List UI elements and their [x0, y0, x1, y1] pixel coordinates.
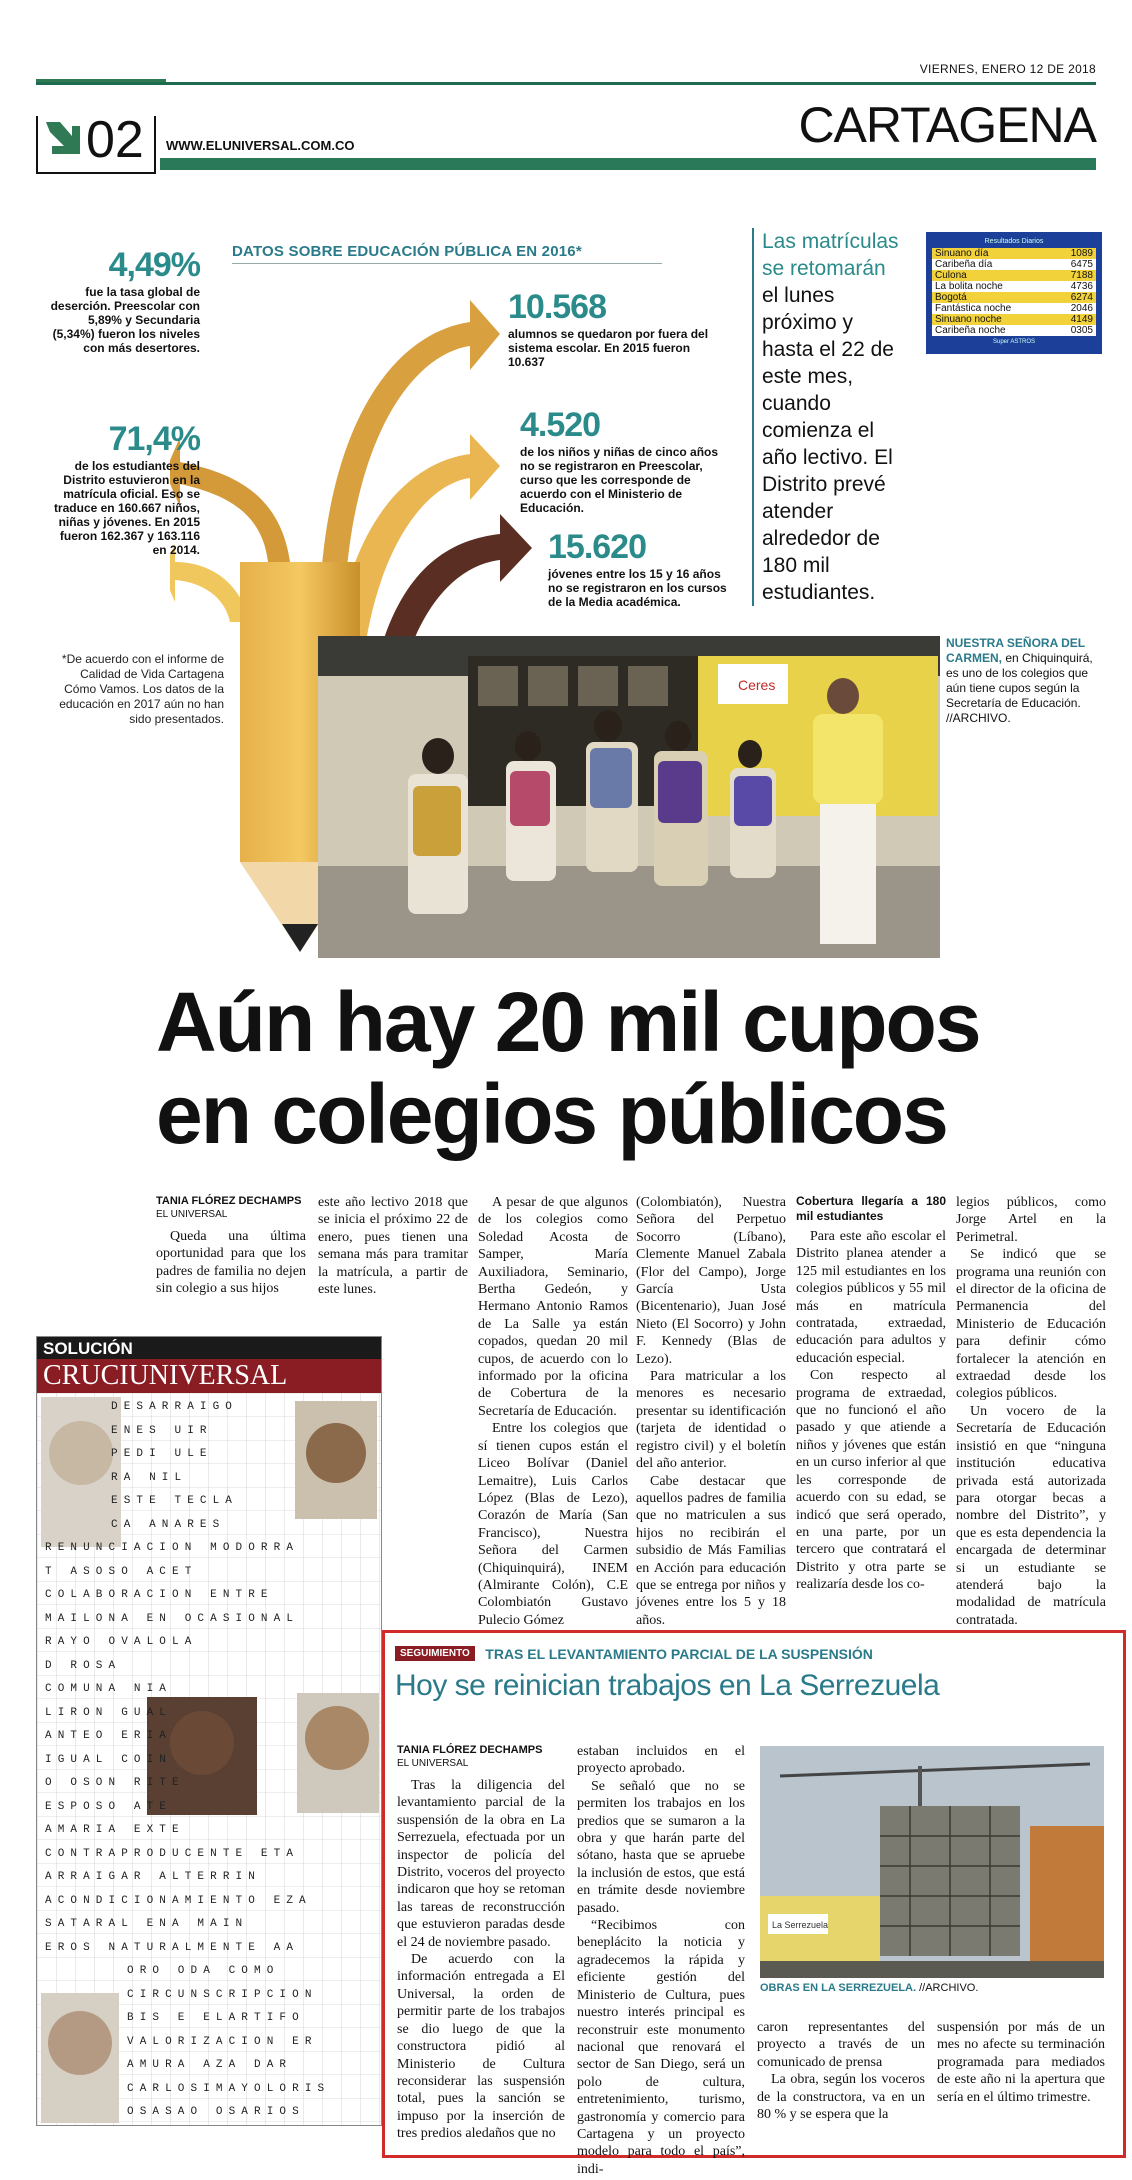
box-column-3 — [757, 2019, 925, 2123]
stat-text: jóvenes entre los 15 y 16 años no se registraron en los cursos de la Media académica. — [548, 567, 727, 609]
crossword-row: ARRAIGAR ALTERRIN — [45, 1871, 261, 1883]
stat-preschool — [520, 406, 730, 515]
box-outlet: EL UNIVERSAL — [397, 1758, 469, 1769]
box-paragraph: caron representantes del proyecto a través de un comunicado de prensa — [757, 2020, 925, 2070]
stat-value: 4,49% — [108, 246, 200, 284]
crossword-row: COMUNA NIA — [45, 1683, 173, 1695]
box-paragraph: De acuerdo con la información entregada a El Universal, la orden de permitir parte de los trabajos se dio luego de que la constructora pidió al Ministerio de Cultura reconsiderar las suspensión total, pues la sanción se impuso por la inserción de tres predios aledaños que no — [397, 1952, 565, 2142]
article-paragraph: Un vocero de la Secretaría de Educación insistió en que “ninguna institución educativa privada está autorizada para otorgar becas a nombre del Distrito”, y que es esta dependencia la encargada de determinar si un estudiante se atenderá bajo la modalidad de matrícula contratada. — [956, 1403, 1106, 1628]
photo-caption-accent: NUESTRA SEÑORA DEL CARMEN, — [946, 636, 1085, 665]
article-column-2 — [318, 1194, 468, 1298]
crossword-row: MAILONA EN OCASIONAL — [45, 1613, 300, 1625]
box-tag: SEGUIMIENTO — [395, 1646, 475, 1661]
crossword-row: T ASOSO ACET — [45, 1566, 198, 1578]
lottery-row: Culona 7188 — [932, 270, 1096, 281]
crossword-title: CRUCIUNIVERSAL — [37, 1359, 381, 1393]
photo-caption — [946, 636, 1106, 726]
box-paragraph: “Recibimos con beneplácito la noticia y agradecemos la rápida y eficiente gestión del Ministerio de Cultura, pues nuestro interés principal es reconstruir este monumento nacional que renovará el sector de San Diego, será un polo de cultura, entretenimiento, turismo, gastronomía y comercio para Cartagena y un proyecto modelo para todo el país”, indi- — [577, 1918, 745, 2177]
article-column-1 — [156, 1194, 306, 1298]
lottery-row: Caribeña día 6475 — [932, 259, 1096, 270]
article-paragraph: Se indicó que se programa una reunión con el director de la oficina de Permanencia del Ministerio de Educación para definir cómo fortalecer la atención en extraedad desde los colegios públicos. — [956, 1247, 1106, 1402]
main-headline — [156, 976, 1056, 1160]
stat-value: 10.568 — [508, 288, 606, 326]
serrezuela-photo-caption — [760, 1982, 978, 1994]
stat-media — [548, 528, 728, 609]
box-byline: TANIA FLÓREZ DECHAMPS — [397, 1744, 543, 1756]
lottery-footer: Super ASTROS — [992, 339, 1036, 345]
serrezuela-photo — [760, 1746, 1104, 1978]
box-title: Hoy se reinician trabajos en La Serrezuela — [395, 1669, 940, 1702]
crossword-row: LIRON GUAL — [45, 1707, 173, 1719]
lead-summary — [752, 228, 902, 606]
crossword-row: RAYO OVALOLA — [45, 1636, 198, 1648]
crossword-row: ENES UIR — [111, 1425, 213, 1437]
box-paragraph: Se señaló que no se permiten los trabajos en los predios que se sumaron a la obra y que harán parte del sótano, hasta que se apruebe la inclusión de estos, que está en trámite desde noviembre pasado. — [577, 1778, 745, 1916]
crossword-row: CONTRAPRODUCENTE ETA — [45, 1848, 300, 1860]
lead-text: el lunes próximo y hasta el 22 de este mes, cuando comienza el año lectivo. El Distrito prevé atender alrededor de 180 mil estudiantes. — [762, 284, 894, 604]
box-column-4 — [937, 2019, 1105, 2106]
article-paragraph: A pesar de que algunos de los colegios como Soledad Acosta de Samper, María Auxiliadora, Seminario, Bertha Gedeón, y Hermano Antonio Ramos de La Salle ya están copados, quedan 20 mil cupos, de acuerdo con lo informado por la oficina de Cobertura de la Secretaría de Educación. — [478, 1195, 628, 1419]
crossword-row: CIRCUNSCRIPCION — [127, 1989, 318, 2001]
box-kicker: TRAS EL LEVANTAMIENTO PARCIAL DE LA SUSPENSIÓN — [485, 1645, 873, 1662]
stat-value: 71,4% — [108, 420, 200, 458]
crossword-row: ESTE TECLA — [111, 1495, 239, 1507]
infographic-note: *De acuerdo con el informe de Calidad de Vida Cartagena Cómo Vamos. Los datos de la educación en 2017 aún no han sido presentados. — [59, 652, 224, 726]
lottery-row: Bogotá 6274 — [932, 292, 1096, 303]
stat-value: 15.620 — [548, 528, 646, 566]
article-paragraph: (Colombiatón), Nuestra Señora del Perpetuo Socorro (Líbano), Clemente Manuel Zabala (Flor del Campo), Jorge García Usta (Bicentenario), Juan José Nieto (El Socorro) y John F. Kennedy (Blas de Lezo). — [636, 1195, 786, 1367]
students-walking-image — [318, 636, 940, 958]
crossword-row: ORO ODA COMO — [127, 1965, 280, 1977]
headline-line-1: Aún hay 20 mil cupos — [156, 975, 980, 1069]
box-paragraph: Tras la diligencia del levantamiento parcial de la suspensión de la obra en La Serrezuela, efectuada por un inspector de policía del Distrito, voceros del proyecto indicaron que hoy se retoman las tareas de reconstrucción que estuvieron paradas desde el 24 de noviembre pasado. — [397, 1778, 565, 1950]
article-paragraph: Queda una última oportunidad para que los padres de familia no dejen sin colegio a sus hijos — [156, 1229, 306, 1297]
crossword-row: DESARRAIGO — [111, 1401, 239, 1413]
lead-accent: Las matrículas se retomarán — [762, 230, 899, 280]
arrow-down-right-icon — [42, 118, 82, 160]
crossword-row: PEDI ULE — [111, 1448, 213, 1460]
crossword-solution — [36, 1336, 382, 2126]
page-number: 02 — [86, 111, 144, 169]
section-title: CARTAGENA — [798, 97, 1096, 153]
stat-text: de los estudiantes del Distrito estuvieron en la matrícula oficial. Eso se traduce en 160.667 niños, niñas y jóvenes. En 2015 fueron 162.367 y 163.116 en 2014. — [53, 459, 200, 557]
article-column-3 — [478, 1194, 628, 1629]
site-url[interactable]: WWW.ELUNIVERSAL.COM.CO — [166, 138, 355, 153]
article-paragraph: Para matricular a los menores es necesario presentar su identificación (tarjeta de identidad o registro civil) y el boletín del año anterior. — [636, 1369, 786, 1472]
article-paragraph: Para este año escolar el Distrito planea atender a 125 mil estudiantes en los colegios públicos y 55 mil más en matrícula contratada, extraedad, educación para adultos y educación especial. — [796, 1229, 946, 1366]
article-subhead: Cobertura llegaría a 180 mil estudiantes — [796, 1194, 946, 1223]
stat-text: de los niños y niñas de cinco años no se registraron en Preescolar, curso que les corresponde de acuerdo con el Ministerio de Educación. — [520, 445, 719, 515]
lottery-list — [932, 248, 1096, 336]
issue-date: VIERNES, ENERO 12 DE 2018 — [919, 62, 1096, 76]
crossword-row: D ROSA — [45, 1660, 122, 1672]
article-paragraph: legios públicos, como Jorge Artel en la Perimetral. — [956, 1195, 1106, 1245]
headline-line-2: en colegios públicos — [156, 1067, 947, 1161]
box-column-2 — [577, 1743, 745, 2178]
box-paragraph: suspensión por más de un mes no afecte su terminación programada para mediados de este año ni la apertura que sería en el último trimestre. — [937, 2020, 1105, 2105]
article-paragraph: este año lectivo 2018 que se inicia el próximo 22 de enero, pues tienen una semana más para tramitar la matrícula, a partir de este lunes. — [318, 1195, 468, 1298]
lottery-results-box — [926, 232, 1102, 354]
lottery-row: Fantástica noche 2046 — [932, 303, 1096, 314]
article-column-6 — [956, 1194, 1106, 1629]
box-paragraph: estaban incluidos en el proyecto aprobado. — [577, 1744, 745, 1777]
crossword-row: CARLOSIMAYOLORIS — [127, 2083, 331, 2095]
crossword-row: RENUNCIACION MODORRA — [45, 1542, 300, 1554]
stat-enrollment — [50, 420, 200, 557]
school-photo — [318, 636, 940, 958]
crossword-row: AMURA AZA DAR — [127, 2059, 293, 2071]
crossword-grid — [37, 1393, 381, 2125]
article-paragraph: Con respecto al programa de extraedad, que no funcionó el año pasado y que atiende a niños y jóvenes que están en un curso inferior al que les corresponde de acuerdo con su edad, se indicó que será operado, en una parte, por un tercero que contratará el Distrito y otra parte se realizaría desde los co- — [796, 1368, 946, 1593]
crossword-row: ACONDICIONAMIENTO EZA — [45, 1895, 312, 1907]
crossword-row: SATARAL ENA MAIN — [45, 1918, 249, 1930]
box-header — [395, 1645, 1113, 1703]
infographic-title: DATOS SOBRE EDUCACIÓN PÚBLICA EN 2016* — [232, 243, 582, 260]
lottery-row: Caribeña noche 0305 — [932, 325, 1096, 336]
crossword-row: COLABORACION ENTRE — [45, 1589, 274, 1601]
stat-out-of-school — [508, 288, 718, 369]
lottery-row: Sinuano noche 4149 — [932, 314, 1096, 325]
stat-dropout — [50, 246, 200, 355]
photo-sign-text: Ceres — [738, 677, 776, 693]
box-column-1 — [397, 1743, 565, 2143]
crossword-row: CA ANARES — [111, 1519, 226, 1531]
lottery-title: Resultados Diarios — [984, 238, 1044, 245]
crossword-row: VALORIZACION ER — [127, 2036, 318, 2048]
lottery-row: Sinuano día 1089 — [932, 248, 1096, 259]
photo-caption-credit: //ARCHIVO. — [946, 711, 1011, 725]
crossword-row: ESPOSO ATE — [45, 1801, 173, 1813]
crossword-row: OSASAO OSARIOS — [127, 2106, 305, 2118]
photo2-caption-credit: //ARCHIVO. — [919, 1982, 979, 1994]
crossword-row: O OSON RITE — [45, 1777, 185, 1789]
box-paragraph: La obra, según los voceros de la constructora, va en un 80 % y se espera que la — [757, 2072, 925, 2123]
stat-text: alumnos se quedaron por fuera del sistema escolar. En 2015 fueron 10.637 — [508, 327, 709, 369]
header-green-bar — [160, 158, 1096, 170]
photo2-caption-accent: OBRAS EN LA SERREZUELA. — [760, 1982, 917, 1994]
lottery-row: La bolita noche 4736 — [932, 281, 1096, 292]
crossword-row: EROS NATURALMENTE AA — [45, 1942, 300, 1954]
photo-caption-text: en Chiquinquirá, es uno de los colegios que aún tiene cupos según la Secretaría de Educación. — [946, 651, 1093, 710]
article-column-4 — [636, 1194, 786, 1629]
crossword-row: ANTEO ERIA — [45, 1730, 173, 1742]
stat-value: 4.520 — [520, 406, 601, 444]
crossword-label: SOLUCIÓN — [37, 1337, 381, 1359]
article-paragraph: Cabe destacar que aquellos padres de familia que no matriculen a sus hijos no recibirán el subsidio de Más Familias en Acción para educación que se entrega por niños y jóvenes entre los 5 y 18 años. — [636, 1473, 786, 1628]
article-outlet: EL UNIVERSAL — [156, 1209, 228, 1220]
crossword-row: AMARIA EXTE — [45, 1824, 185, 1836]
crossword-row: RA NIL — [111, 1472, 188, 1484]
article-column-5 — [796, 1194, 946, 1594]
photo2-sign-text: La Serrezuela — [772, 1920, 829, 1930]
article-paragraph: Entre los colegios que sí tienen cupos están el Liceo Bolívar (Daniel Lemaitre), Luis Carlos López (Blas de Lezo), Corazón de María (San Francisco), Nuestra Señora del Carmen (Chiquinquirá), INEM (Almirante Colón), C.E Colombiatón Gustavo Pulecio Gómez — [478, 1421, 628, 1628]
crossword-row: IGUAL COIN — [45, 1754, 173, 1766]
construction-site-image — [760, 1746, 1104, 1978]
article-byline: TANIA FLÓREZ DECHAMPS — [156, 1195, 302, 1207]
stat-text: fue la tasa global de deserción. Preescolar con 5,89% y Secundaria (5,34%) fueron los niveles con más desertores. — [50, 285, 200, 355]
crossword-row: BIS E ELARTIFO — [127, 2012, 305, 2024]
header-rule — [36, 82, 1096, 85]
